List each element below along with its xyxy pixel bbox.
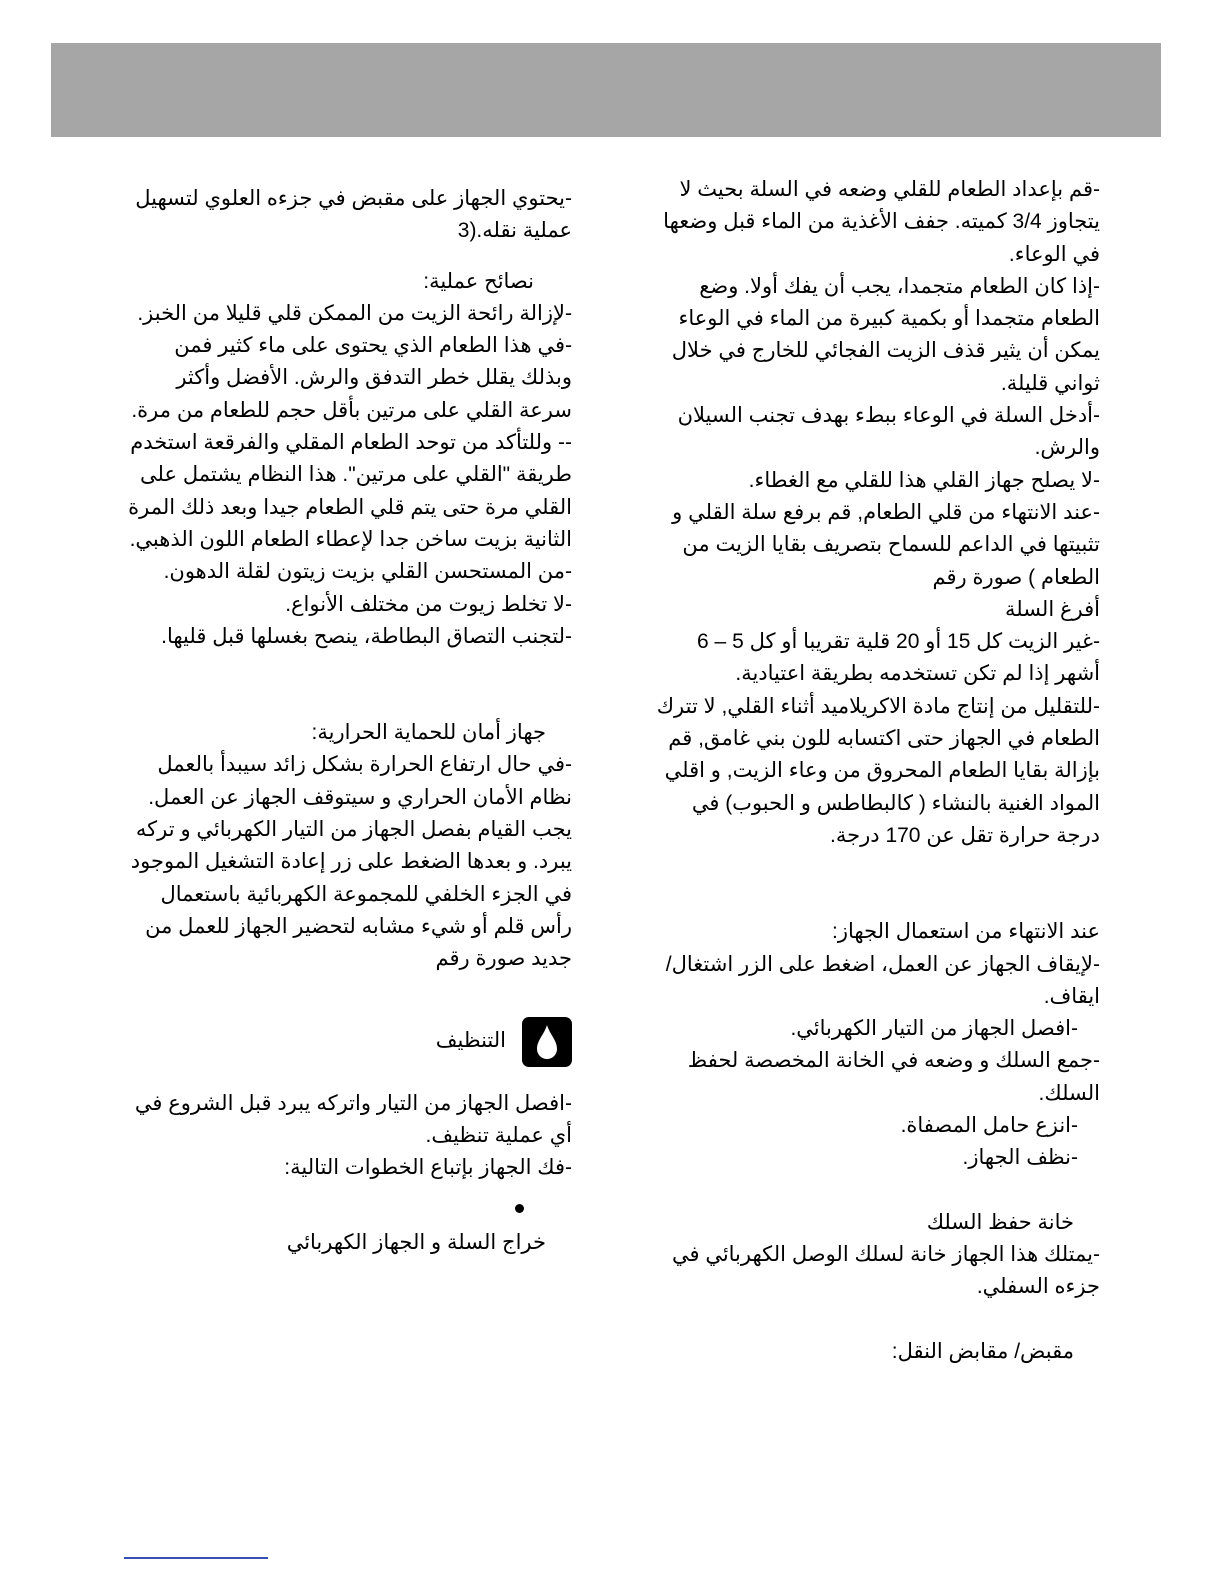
handle-text: -يحتوي الجهاز على مقبض في جزءه العلوي لتسهيل عملية نقله.(3 — [135, 187, 572, 243]
disassemble-text: -فك الجهاز بإتباع الخطوات التالية: — [284, 1156, 572, 1180]
transport-handles-heading: مقبض/ مقابض النقل: — [891, 1339, 1074, 1363]
cleaning-heading — [120, 1014, 572, 1070]
water-drop-icon — [522, 1017, 572, 1067]
thermal-protection-heading: جهاز أمان للحماية الحرارية: — [311, 721, 546, 745]
bullet-icon — [515, 1204, 524, 1213]
cleaning-heading-label: التنظيف — [435, 1029, 506, 1053]
left-column — [120, 183, 572, 1260]
frozen-food-text: -إذا كان الطعام متجمدا، يجب أن يفك أولا. وضع الطعام متجمدا أو بكمية كبيرة من الماء في الوعاء يمكن أن يثير قذف الزيت الفجائي للخارج في خلال ثواني قليلة. — [671, 274, 1100, 395]
tip-item: -لإزالة رائحة الزيت من الممكن قلي قليلا من الخبز. — [137, 301, 572, 325]
thermal-protection-text: -في حال ارتفاع الحرارة بشكل زائد سيبدأ بالعمل نظام الأمان الحراري و سيتوقف الجهاز عن العمل. يجب القيام بفصل الجهاز من التيار الكهربائي و تركه يبرد. و بعدها الضغط على زر إعادة التشغيل الموجود في الجزء الخلفي للمجموعة الكهربائية باستعمال رأس قلم أو شيء مشابه لتحضير الجهاز للعمل من جديد صورة رقم — [130, 753, 572, 971]
header-bar — [51, 43, 1161, 137]
no-lid-text: -لا يصلح جهاز القلي هذا للقلي مع الغطاء. — [748, 468, 1100, 492]
end-use-heading: عند الانتهاء من استعمال الجهاز: — [832, 920, 1100, 944]
acrylamide-text: -للتقليل من إنتاج مادة الاكريلاميد أثناء القلي, لا تترك الطعام في الجهاز حتى اكتسابه للون بني غامق, قم بإزالة بقايا الطعام المحروق من وعاء الزيت, و اقلي المواد الغنية بالنشاء ( كالبطاطس و الحبوب) في درجة حرارة تقل عن 170 درجة. — [656, 694, 1100, 847]
after-frying-text: -عند الانتهاء من قلي الطعام, قم برفع سلة القلي و تثبيتها في الداعم للسماح بتصريف بقايا الزيت من الطعام ) صورة رقم — [672, 500, 1100, 589]
end-use-item: -لإيقاف الجهاز عن العمل، اضغط على الزر اشتغال/ايقاف. — [665, 952, 1100, 1008]
end-use-item: -جمع السلك و وضعه في الخانة المخصصة لحفظ السلك. — [687, 1049, 1100, 1105]
tip-item: -لتجنب التصاق البطاطة، ينصح بغسلها قبل قليها. — [161, 624, 572, 648]
empty-basket-text: أفرغ السلة — [1004, 597, 1100, 621]
insert-basket-text: -أدخل السلة في الوعاء ببطء بهدف تجنب السيلان والرش. — [677, 404, 1100, 460]
tip-item: -في هذا الطعام الذي يحتوى على ماء كثير فمن وبذلك يقلل خطر التدفق والرش. الأفضل وأكثر سرعة القلي على مرتين بأقل حجم للطعام من مرة. — [131, 334, 572, 422]
tips-heading: نصائح عملية: — [423, 269, 534, 293]
cleaning-text: -افصل الجهاز من التيار واتركه يبرد قبل الشروع في أي عملية تنظيف. — [134, 1091, 572, 1147]
water-drop-glyph — [532, 1023, 562, 1061]
tip-item: -من المستحسن القلي بزيت زيتون لقلة الدهون. — [163, 560, 572, 584]
end-use-item: -انزع حامل المصفاة. — [900, 1114, 1078, 1138]
footnote-rule — [124, 1557, 268, 1559]
change-oil-text: -غير الزيت كل 15 أو 20 قلية تقريبا أو كل 5 – 6 أشهر إذا لم تكن تستخدمه بطريقة اعتيادية. — [697, 630, 1100, 686]
right-column — [650, 174, 1100, 1368]
cord-storage-text: -يمتلك هذا الجهاز خانة لسلك الوصل الكهربائي في جزءه السفلي. — [671, 1242, 1100, 1299]
prep-food-text: -قم بإعداد الطعام للقلي وضعه في السلة بحيث لا يتجاوز 3/4 كميته. جفف الأغذية من الماء قبل وضعها في الوعاء. — [663, 178, 1100, 266]
bullet-item-text: خراج السلة و الجهاز الكهربائي — [286, 1231, 546, 1255]
end-use-item: -افصل الجهاز من التيار الكهربائي. — [790, 1017, 1078, 1041]
tip-item: -لا تخلط زيوت من مختلف الأنواع. — [285, 592, 572, 616]
cord-storage-heading: خانة حفظ السلك — [926, 1210, 1074, 1234]
end-use-item: -نظف الجهاز. — [962, 1146, 1078, 1170]
tip-item: -- وللتأكد من توحد الطعام المقلي والفرقعة استخدم طريقة "القلي على مرتين". هذا النظام يشتمل على القلي مرة حتى يتم قلي الطعام جيدا وبعد ذلك المرة الثانية بزيت ساخن جدا لإعطاء الطعام اللون الذهبي. — [128, 431, 572, 551]
